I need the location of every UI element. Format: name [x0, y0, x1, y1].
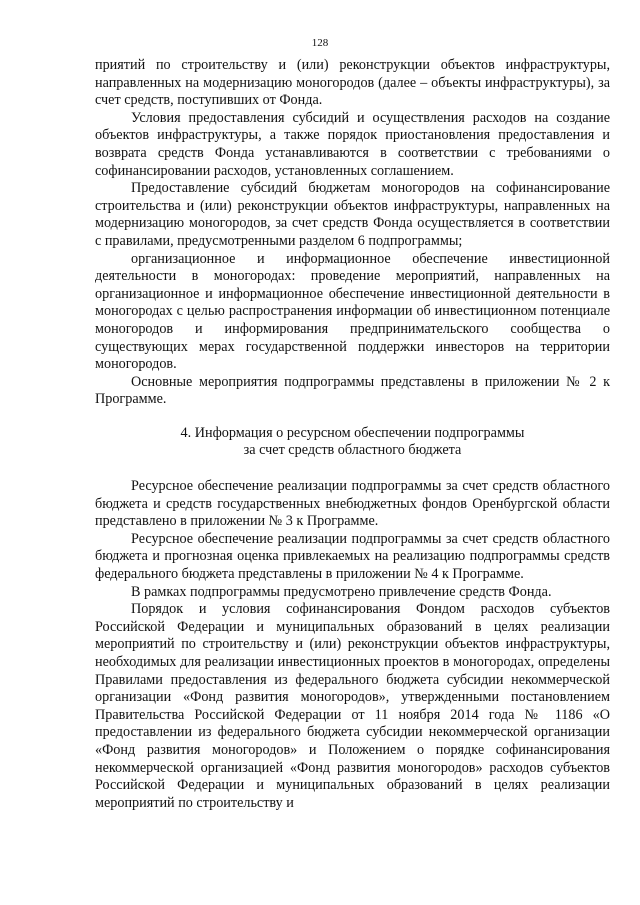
paragraph: организационное и информационное обеспечение инвестиционной деятельности в моногородах: проведение мероприятий, направленных на организационное и информационное обеспечение инвестиционной деятельности в моногородах с целью распространения информации об инвестиционном потенциале моногородов и информирования предпринимательского сообщества о существующих мерах государственной поддержки инвесторов на территории моногородов.	[95, 250, 610, 373]
section-heading-line: за счет средств областного бюджета	[243, 442, 462, 459]
paragraph: Ресурсное обеспечение реализации подпрограммы за счет средств областного бюджета и прогнозная оценка привлекаемых на реализацию подпрограммы средств федерального бюджета представлены в приложении № 4 к Программе.	[95, 530, 610, 583]
paragraph: Предоставление субсидий бюджетам моногородов на софинансирование строительства и (или) реконструкции объектов инфраструктуры, направленных на модернизацию моногородов, за счет средств Фонда осуществляется в соответствии с правилами, предусмотренными разделом 6 подпрограммы;	[95, 180, 610, 249]
section-heading-line: 4. Информация о ресурсном обеспечении подпрограммы	[180, 424, 525, 441]
paragraph: Порядок и условия софинансирования Фондом расходов субъектов Российской Федерации и муниципальных образований в целях реализации мероприятий по строительству и (или) реконструкции объектов инфраструктуры, необходимых для реализации инвестиционных проектов в моногородах, определены Правилами предоставления из федерального бюджета субсидии некоммерческой организации «Фонд развития моногородов», утвержденными постановлением Правительства Российской Федерации от 11 ноября 2014 года № 1186 «О предоставлении из федерального бюджета субсидии некоммерческой организации «Фонд развития моногородов» и Положением о порядке софинансирования некоммерческой организацией «Фонд развития моногородов» расходов субъектов Российской Федерации и муниципальных образований в целях реализации мероприятий по строительству и	[95, 601, 610, 811]
paragraph: Ресурсное обеспечение реализации подпрограммы за счет средств областного бюджета и средств государственных внебюджетных фондов Оренбургской области представлено в приложении № 3 к Программе.	[95, 478, 610, 530]
body-text	[95, 57, 610, 812]
paragraph: Условия предоставления субсидий и осуществления расходов на создание объектов инфраструктуры, а также порядок приостановления предоставления и возврата средств Фонда устанавливаются в соответствии с требованиями о софинансировании расходов, установленных соглашением.	[95, 109, 610, 179]
section-heading	[95, 425, 610, 460]
paragraph: В рамках подпрограммы предусмотрено привлечение средств Фонда.	[131, 583, 552, 600]
paragraph: Основные мероприятия подпрограммы представлены в приложении № 2 к Программе.	[95, 373, 610, 408]
paragraph: приятий по строительству и (или) реконструкции объектов инфраструктуры, направленных на модернизацию моногородов (далее – объекты инфраструктуры), за счет средств, поступивших от Фонда.	[95, 57, 610, 109]
page-number: 128	[311, 37, 329, 49]
